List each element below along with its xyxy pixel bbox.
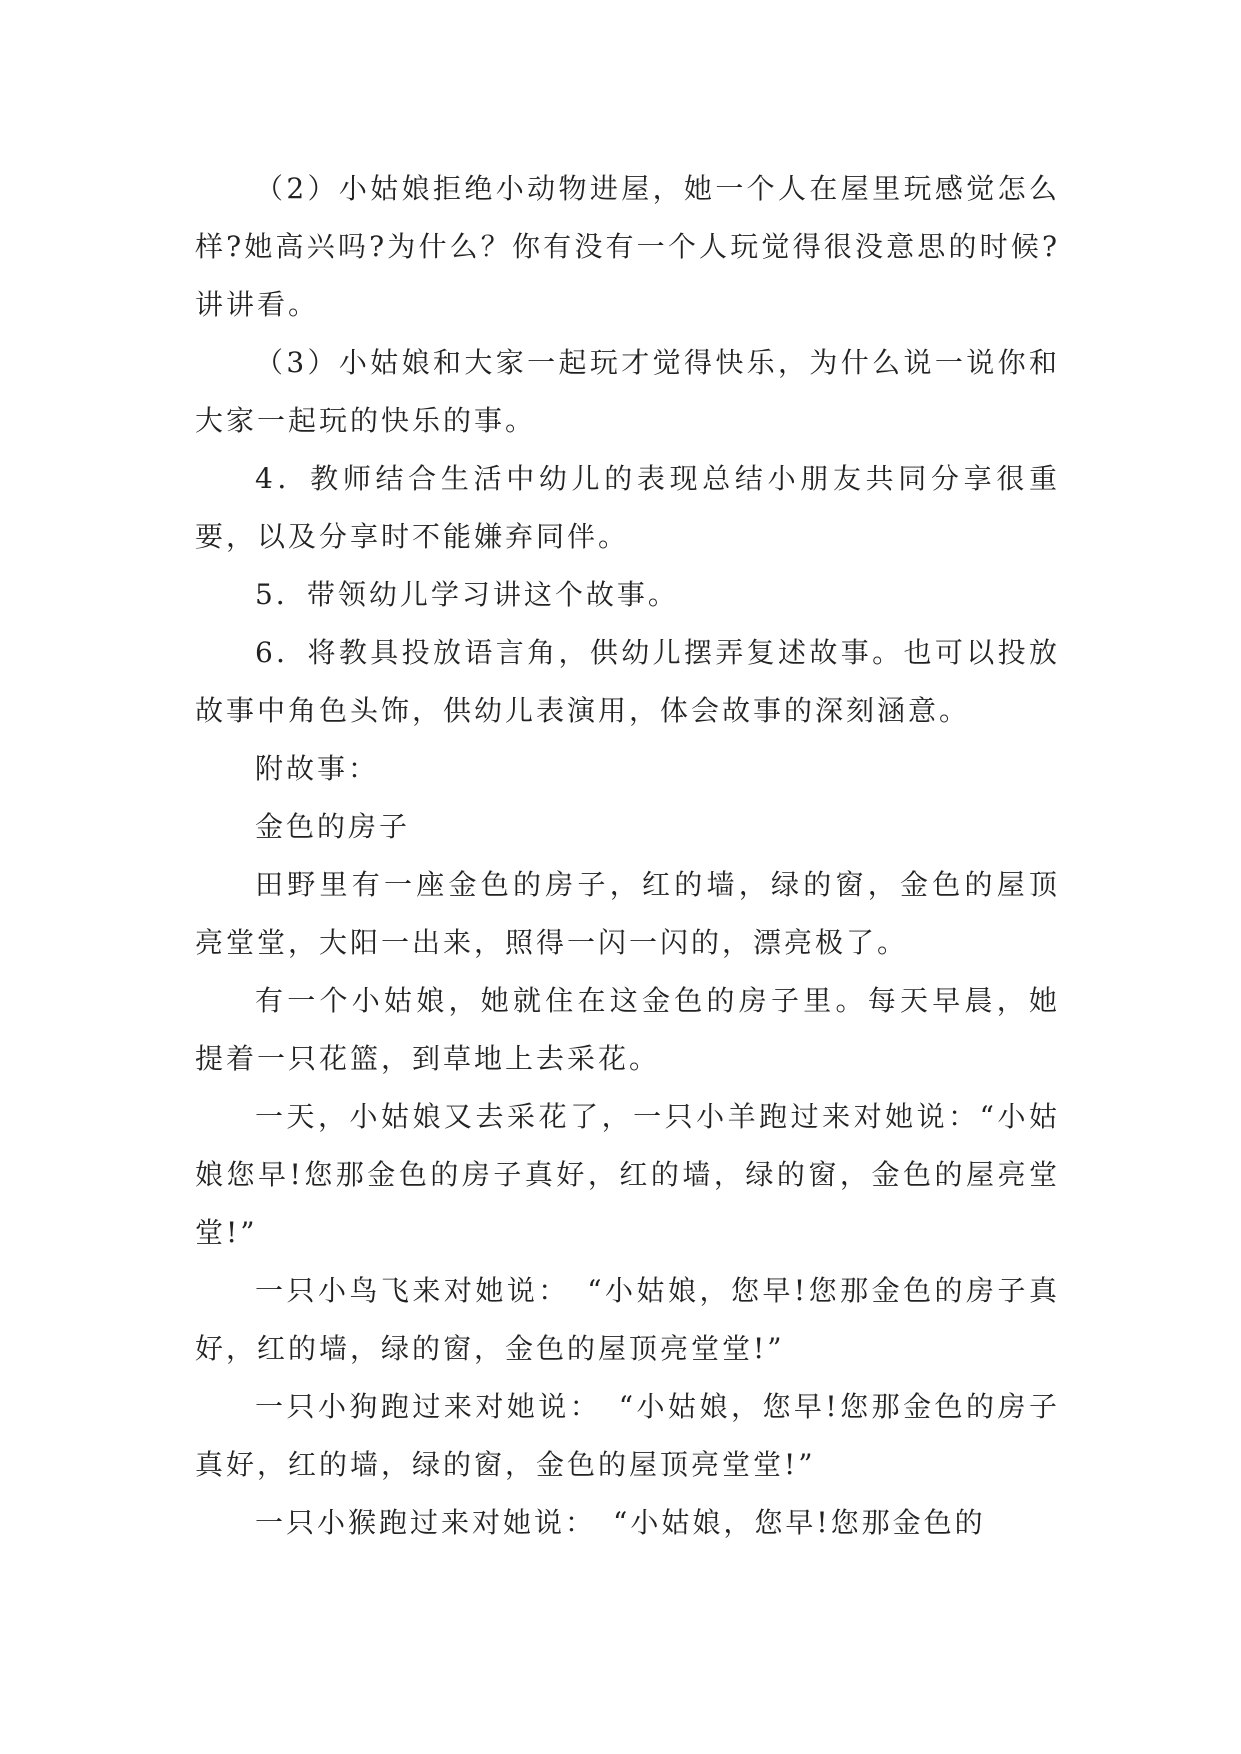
paragraph-question-3: （3）小姑娘和大家一起玩才觉得快乐，为什么说一说你和大家一起玩的快乐的事。: [195, 346, 1060, 437]
paragraph-step-5: 5．带领幼儿学习讲这个故事。: [255, 578, 679, 611]
story-paragraph: 有一个小姑娘，她就住在这金色的房子里。每天早晨，她提着一只花篮，到草地上去采花。: [195, 984, 1060, 1075]
story-paragraph: 一只小鸟飞来对她说： “小姑娘，您早!您那金色的房子真好，红的墙，绿的窗，金色的屋顶亮堂堂!”: [195, 1274, 1060, 1365]
story-paragraph: 田野里有一座金色的房子，红的墙，绿的窗，金色的屋顶亮堂堂，大阳一出来，照得一闪一闪的，漂亮极了。: [195, 868, 1060, 959]
paragraph-step-4: 4．教师结合生活中幼儿的表现总结小朋友共同分享很重要，以及分享时不能嫌弃同伴。: [195, 462, 1060, 553]
document-body: [195, 160, 1060, 1552]
story-paragraph: 一只小猴跑过来对她说： “小姑娘，您早!您那金色的: [255, 1506, 986, 1539]
paragraph-step-6: 6．将教具投放语言角，供幼儿摆弄复述故事。也可以投放故事中角色头饰，供幼儿表演用，体会故事的深刻涵意。: [195, 636, 1060, 727]
story-title: 金色的房子: [255, 810, 411, 843]
paragraph-question-2: （2）小姑娘拒绝小动物进屋，她一个人在屋里玩感觉怎么样?她高兴吗?为什么？你有没有一个人玩觉得很没意思的时候?讲讲看。: [195, 172, 1060, 321]
story-paragraph: 一天，小姑娘又去采花了，一只小羊跑过来对她说：“小姑娘您早!您那金色的房子真好，红的墙，绿的窗，金色的屋亮堂堂!”: [195, 1100, 1060, 1249]
appendix-heading: 附故事：: [255, 752, 380, 785]
story-paragraph: 一只小狗跑过来对她说： “小姑娘，您早!您那金色的房子真好，红的墙，绿的窗，金色的屋顶亮堂堂!”: [195, 1390, 1060, 1481]
